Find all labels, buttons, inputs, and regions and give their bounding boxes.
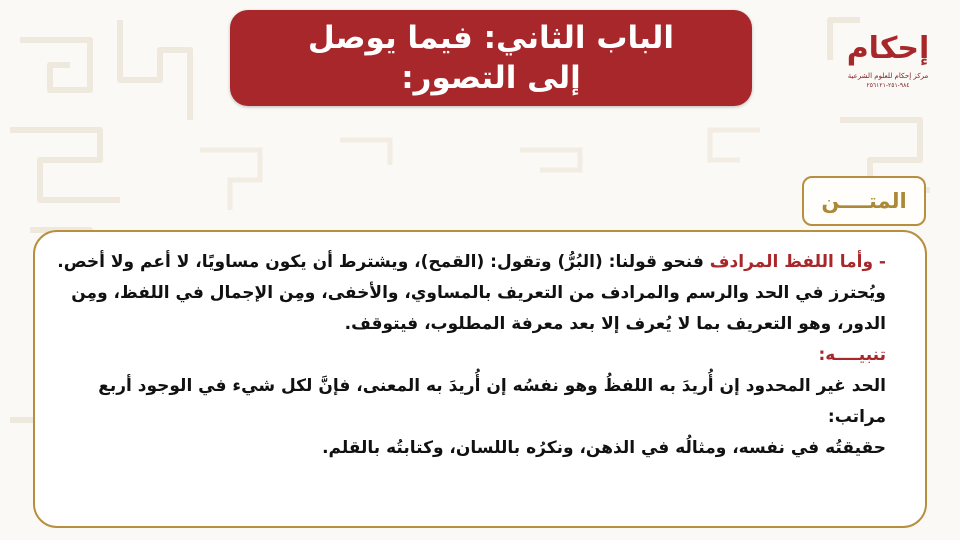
logo-number: ٩٨٤-٢٥١-٢٥٦١٢١ [866, 82, 910, 89]
paragraph-cautions: ويُحترز في الحد والرسم والمرادف من التعريف بالمساوي، والأخفى، ومِن الإجمال في اللفظ، ومِن الدور، وهو التعريف بما لا يُعرف إلا بعد معرفة المطلوب، فيتوقف. [71, 283, 886, 334]
paragraph-dash: - [873, 252, 886, 272]
slide-title-box [230, 10, 752, 106]
matn-content [44, 247, 886, 464]
synonym-text: فنحو قولنا: (البُرُّ) وتقول: (القمح)، ويشترط أن يكون مساويًا، لا أعم ولا أخص. [57, 252, 710, 272]
paragraph-synonym [44, 247, 886, 278]
slide-title [308, 18, 674, 98]
synonym-term: وأما اللفظ المرادف [709, 252, 874, 272]
slide-title-line2: إلى التصور: [401, 60, 581, 96]
paragraph-definition: الحد غير المحدود إن أُريدَ به اللفظُ وهو نفسُه إن أُريدَ به المعنى، فإنَّ لكل شيء في الوجود أربع مراتب: [98, 376, 886, 427]
notice-heading: تنبيــــه: [818, 345, 886, 365]
matn-tab-label: المتــــن [821, 189, 907, 213]
ihkam-logo [846, 28, 930, 98]
logo-wordmark: إحكام [846, 31, 930, 66]
logo-subtitle: مركز إحكام للعلوم الشرعية [847, 72, 929, 80]
slide-title-line1: الباب الثاني: فيما يوصل [307, 20, 675, 56]
paragraph-levels: حقيقتُه في نفسه، ومثالُه في الذهن، ونكرُه باللسان، وكتابتُه بالقلم. [322, 438, 886, 458]
matn-tab [802, 176, 926, 226]
